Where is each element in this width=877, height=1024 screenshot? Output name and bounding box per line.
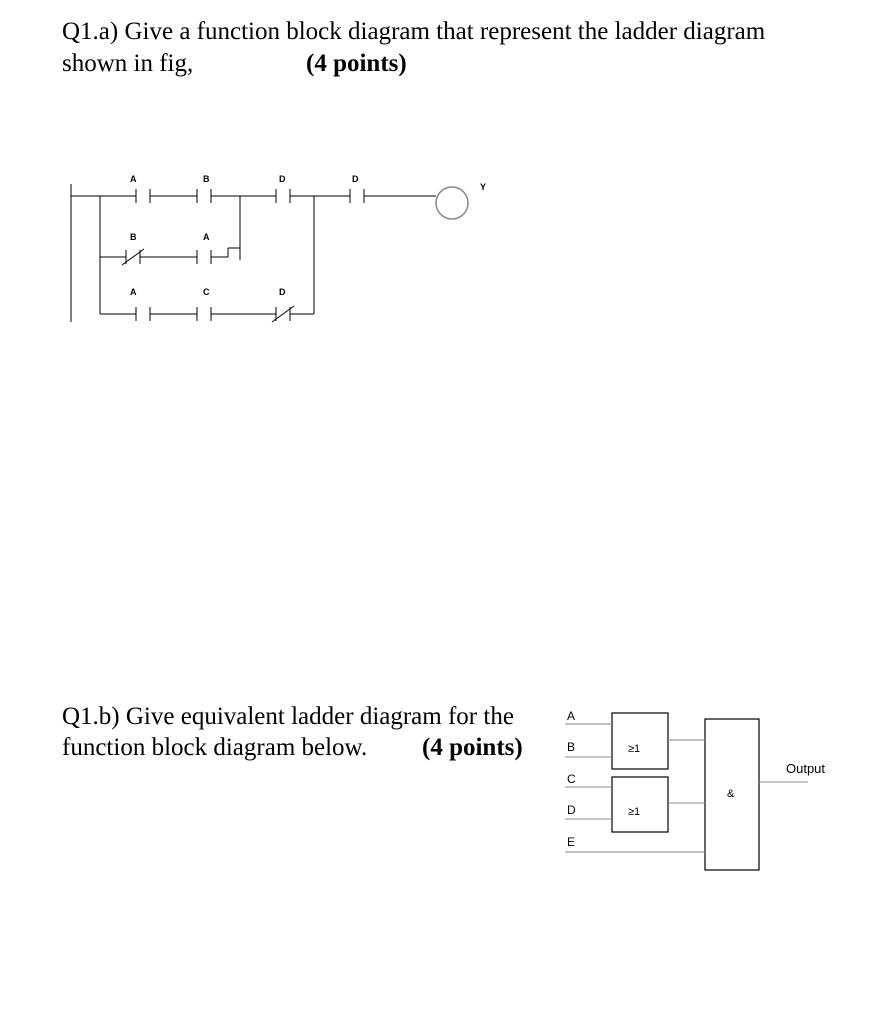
contact-label-rung1-d1: D [279,174,286,184]
q1a-line1: Q1.a) Give a function block diagram that represent the ladder diagram [62,18,766,45]
contact-label-rung1-a: A [130,174,137,184]
fbd-input-c: C [567,772,576,786]
fbd-input-e: E [567,835,576,849]
contact-label-rung3-d: D [279,287,286,297]
contact-label-rung2-b: B [130,232,137,242]
contact-label-rung3-a: A [130,287,137,297]
contact-label-rung3-c: C [203,287,210,297]
coil-label: Y [480,182,487,192]
fbd-input-b: B [567,740,576,754]
or-gate-2 [612,777,668,832]
contact-label-rung1-d2: D [352,174,359,184]
and-gate-symbol: & [727,788,735,800]
contact-label-rung2-a: A [203,232,210,242]
q1b-points: (4 points) [422,734,523,761]
q1b-line1: Q1.b) Give equivalent ladder diagram for the [62,703,514,730]
q1b-line2: function block diagram below. [62,734,368,761]
contact-label-rung1-b: B [203,174,210,184]
q1a-line2: shown in fig, [62,50,194,77]
q1a-points: (4 points) [306,50,407,77]
fbd-output-label: Output [786,761,826,776]
fbd-input-a: A [567,709,576,723]
or-gate-2-symbol: ≥1 [628,806,641,818]
or-gate-1-symbol: ≥1 [628,743,641,755]
fbd-input-d: D [567,803,576,817]
or-gate-1 [612,713,668,769]
